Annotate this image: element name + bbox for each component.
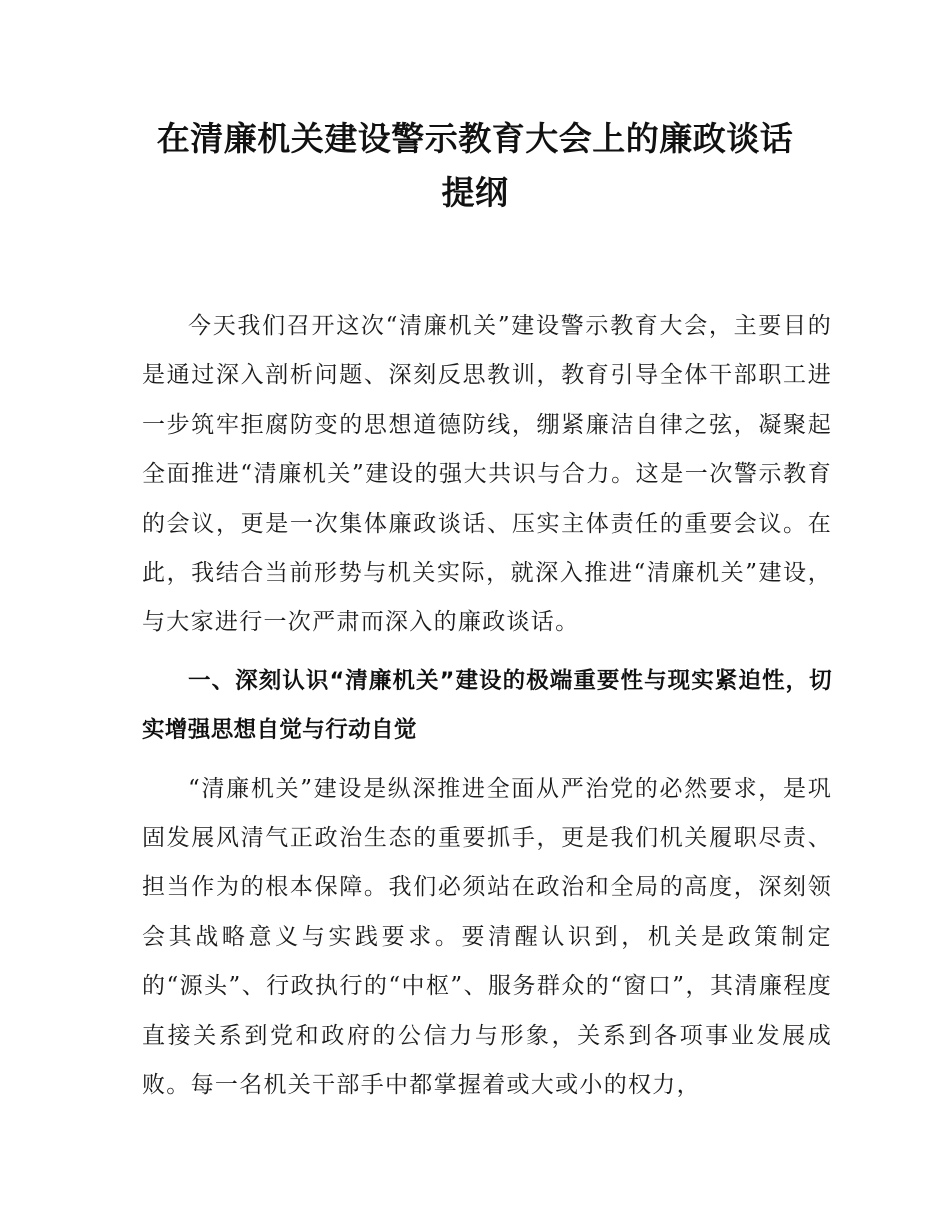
title-line-1: 在清廉机关建设警示教育大会上的廉政谈话	[156, 119, 794, 158]
section-1-paragraph: “清廉机关”建设是纵深推进全面从严治党的必然要求，是巩固发展风清气正政治生态的重要抓手，更是我们机关履职尽责、担当作为的根本保障。我们必须站在政治和全局的高度，深刻领会其战略意义与实践要求。要清醒认识到，机关是政策制定的“源头”、行政执行的“中枢”、服务群众的“窗口”，其清廉程度直接关系到党和政府的公信力与形象，关系到各项事业发展成败。每一名机关干部手中都掌握着或大或小的权力，	[142, 775, 832, 1099]
document-title	[120, 112, 830, 220]
title-line-2: 提纲	[441, 173, 509, 212]
intro-paragraph: 今天我们召开这次“清廉机关”建设警示教育大会，主要目的是通过深入剖析问题、深刻反思教训，教育引导全体干部职工进一步筑牢拒腐防变的思想道德防线，绷紧廉洁自律之弦，凝聚起全面推进“清廉机关”建设的强大共识与合力。这是一次警示教育的会议，更是一次集体廉政谈话、压实主体责任的重要会议。在此，我结合当前形势与机关实际，就深入推进“清廉机关”建设，与大家进行一次严肃而深入的廉政谈话。	[142, 313, 832, 636]
section-1-heading: 一、深刻认识“清廉机关”建设的极端重要性与现实紧迫性，切实增强思想自觉与行动自觉	[142, 667, 832, 744]
document-body	[142, 302, 832, 1111]
